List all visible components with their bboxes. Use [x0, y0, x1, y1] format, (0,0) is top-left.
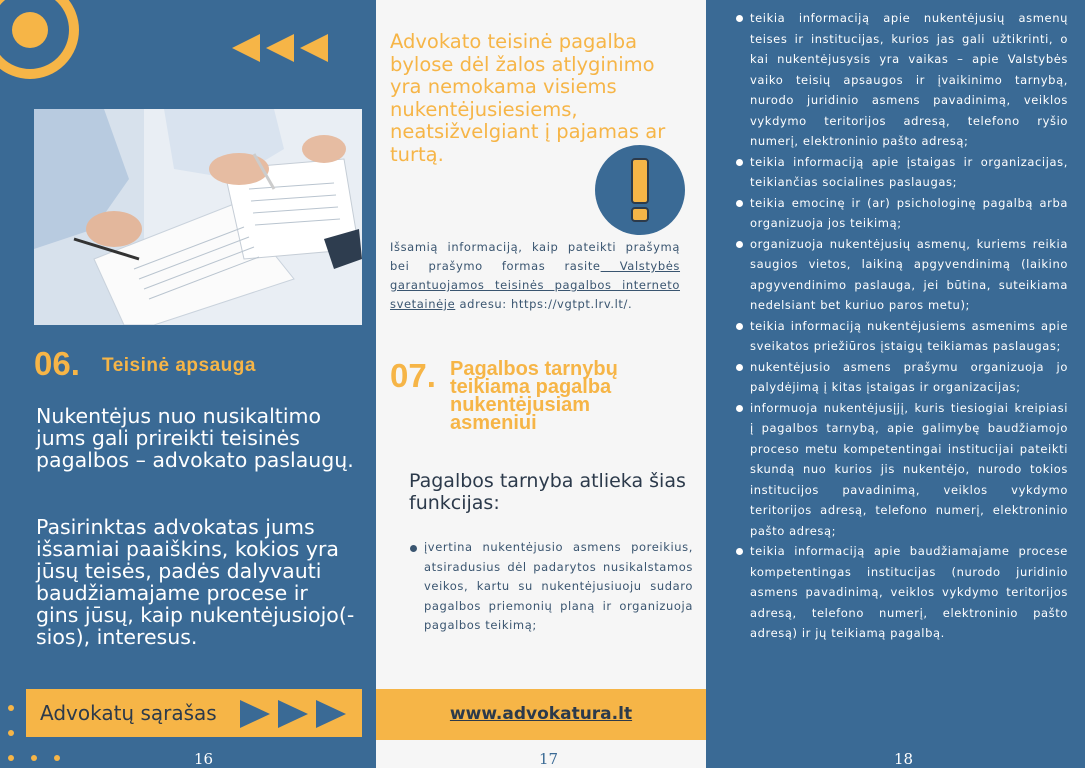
triple-arrow-left-icon: [232, 32, 330, 64]
section-number: 06.: [34, 345, 80, 382]
lawyers-list-label: Advokatų sąrašas: [40, 701, 217, 725]
photo-people-signing-documents: [34, 109, 362, 325]
list-item: informuoja nukentėjusįjį, kuris tiesiogiai kreipiasi į pagalbos tarnybą, apie galimybę baudžiamojo proceso metu kompetentingai institucijai pateikti skundą nuo kurios jis nukentėjo, nurodo tokios institucijos pavadinimą, veiklos vykdymo teritorijos adresą, telefono numerį, elektroninio pašto adresą;: [736, 398, 1068, 542]
list-item: teikia informaciją apie įstaigas ir organizacijas, teikiančias socialines paslaugas;: [736, 152, 1068, 193]
functions-list: [410, 538, 693, 636]
website-banner: [376, 689, 706, 740]
section-number: 07.: [390, 357, 436, 394]
warning-badge: [595, 145, 685, 235]
free-legal-aid-headline: Advokato teisinė pagalba bylose dėl žalos atlyginimo yra nemokama visiems nukentėjusiesiems, neatsižvelgiant į pajamas ar turtą.: [390, 30, 666, 166]
page-number: 17: [539, 750, 559, 768]
vgtpt-link[interactable]: Valstybės garantuojamos teisinės pagalbos interneto svetainėje: [390, 259, 681, 311]
list-item: organizuoja nukentėjusių asmenų, kuriems reikia saugios vietos, laikiną apgyvendinimą (laikino apgyvendinimo paslauga, jei būtina, suteikiama nedelsiant bet kuriuo paros metu);: [736, 234, 1068, 316]
info-address: adresu: https://vgtpt.lrv.lt/.: [455, 297, 633, 311]
list-item: teikia informaciją apie nukentėjusių asmenų teises ir institucijas, kurios jas gali užtikrinti, o kai nukentėjusysis yra vaikas – apie Valstybės vaiko teisių apsaugos ir įvaikinimo tarnybą, nurodo juridinio asmens pavadinimą, veiklos vykdymo teritorijos adresą, telefono ryšio numerį, elektroninio pašto adresą;: [736, 8, 1068, 152]
list-item: nukentėjusio asmens prašymu organizuoja jo palydėjimą į kitas įstaigas ir organizacijas;: [736, 357, 1068, 398]
page-number: 16: [194, 750, 214, 768]
page-18: [706, 0, 1085, 768]
triple-arrow-right-icon: [240, 698, 352, 730]
list-item: teikia informaciją nukentėjusiems asmenims apie sveikatos priežiūros įstaigų teikiamas paslaugas;: [736, 316, 1068, 357]
page-16: [0, 0, 376, 768]
lawyer-paragraph: Pasirinktas advokatas jums išsamiai paaiškins, kokios yra jūsų teisės, padės dalyvauti baudžiamajame procese ir gins jūsų, kaip nukentėjusiojo(-sios), interesus.: [36, 515, 355, 649]
functions-subtitle: Pagalbos tarnyba atlieka šias funkcijas:: [409, 470, 686, 514]
list-item: įvertina nukentėjusio asmens poreikius, atsiradusius dėl padarytos nusikalstamos veikos, kartu su nukentėjusiuoju sudaro pagalbos priemonių planą ir organizuoja pagalbos teikimą;: [410, 538, 693, 636]
functions-list: [736, 8, 1068, 644]
info-paragraph: [390, 238, 680, 314]
section-title: Teisinė apsauga: [102, 355, 256, 376]
page-number: 18: [894, 750, 914, 768]
list-item: teikia emocinę ir (ar) psichologinę pagalbą arba organizuoja jos teikimą;: [736, 193, 1068, 234]
page-17: [376, 0, 706, 768]
exclamation-icon: [595, 145, 685, 235]
list-item: teikia informaciją apie baudžiamajame procese kompetentingas institucijas (nurodo juridinio asmens pavadinimą, veiklos vykdymo teritorijos adresą, telefono numerį, elektroninio pašto adresą) ir jų teikiamą pagalbą.: [736, 541, 1068, 644]
website-link[interactable]: www.advokatura.lt: [449, 704, 633, 724]
intro-paragraph: Nukentėjus nuo nusikaltimo jums gali prireikti teisinės pagalbos – advokato paslaugų.: [36, 404, 354, 472]
info-text: Išsamią informaciją, kaip pateikti prašymą bei prašymo formas rasite: [390, 240, 680, 273]
circle-decoration-icon: [0, 0, 82, 82]
lawyers-list-button[interactable]: [26, 689, 362, 737]
section-title: Pagalbos tarnybų teikiama pagalba nukentėjusiam asmeniui: [450, 358, 618, 434]
